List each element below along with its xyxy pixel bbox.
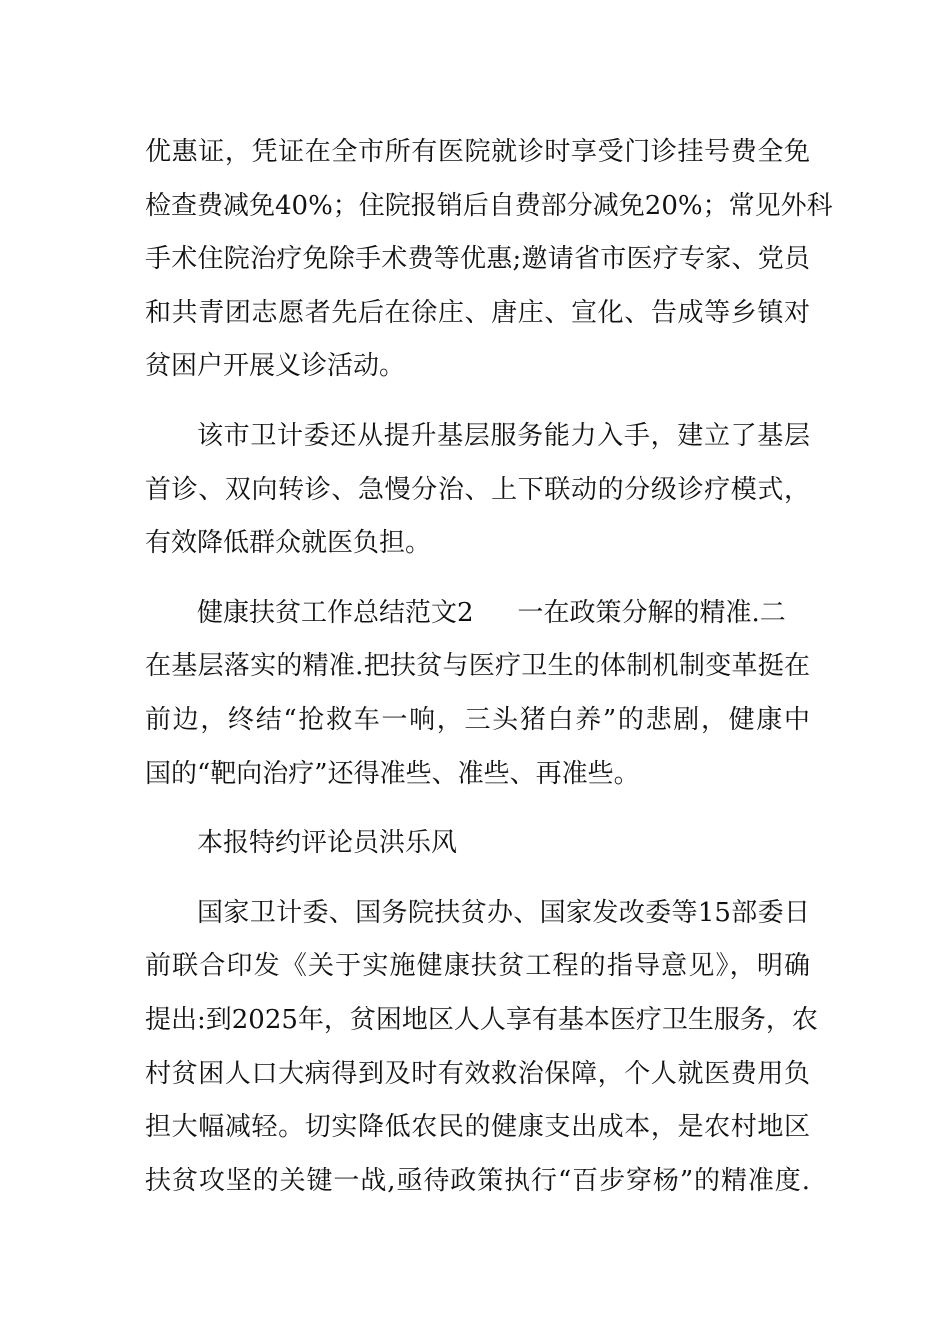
section-heading: 健康扶贫工作总结范文2 xyxy=(197,597,474,628)
paragraph-5-line-1: 国家卫计委、国务院扶贫办、国家发改委等15部委日 xyxy=(197,897,810,928)
paragraph-5-line-6: 扶贫攻坚的关键一战,亟待政策执行“百步穿杨”的精准度. xyxy=(145,1165,810,1196)
paragraph-1-line-4: 和共青团志愿者先后在徐庄、唐庄、宣化、告成等乡镇对 xyxy=(145,297,810,328)
paragraph-3-line-1 xyxy=(145,587,810,641)
document-body xyxy=(145,126,833,1208)
paragraph-1-line-1: 优惠证，凭证在全市所有医院就诊时享受门诊挂号费全免 xyxy=(145,137,810,167)
paragraph-1-line-5: 贫困户开展义诊活动。 xyxy=(145,351,406,382)
paragraph-1-line-2: 检查费减免40%；住院报销后自费部分减免20%；常见外科 xyxy=(145,190,833,221)
paragraph-5-line-3: 提出:到2025年，贫困地区人人享有基本医疗卫生服务，农 xyxy=(145,1004,818,1035)
paragraph-5-line-2: 前联合印发《关于实施健康扶贫工程的指导意见》，明确 xyxy=(145,951,810,982)
paragraph-2-line-2: 首诊、双向转诊、急慢分治、上下联动的分级诊疗模式， xyxy=(145,474,810,505)
byline: 本报特约评论员洪乐风 xyxy=(197,828,458,859)
paragraph-3-line-2: 在基层落实的精准.把扶贫与医疗卫生的体制机制变革挺在 xyxy=(145,651,810,682)
paragraph-2-line-3: 有效降低群众就医负担。 xyxy=(145,528,432,559)
paragraph-3-line-4: 国的“靶向治疗”还得准些、准些、再准些。 xyxy=(145,758,640,789)
paragraph-5-line-5: 担大幅减轻。切实降低农民的健康支出成本，是农村地区 xyxy=(145,1112,810,1143)
paragraph-3-line-3: 前边，终结“抢救车一响，三头猪白养”的悲剧，健康中 xyxy=(145,704,810,735)
paragraph-1-line-3: 手术住院治疗免除手术费等优惠;邀请省市医疗专家、党员 xyxy=(145,244,810,275)
paragraph-2-line-1: 该市卫计委还从提升基层服务能力入手，建立了基层 xyxy=(197,420,810,451)
paragraph-5-line-4: 村贫困人口大病得到及时有效救治保障，个人就医费用负 xyxy=(145,1058,810,1089)
section-heading-continuation: 一在政策分解的精准.二 xyxy=(517,597,786,628)
